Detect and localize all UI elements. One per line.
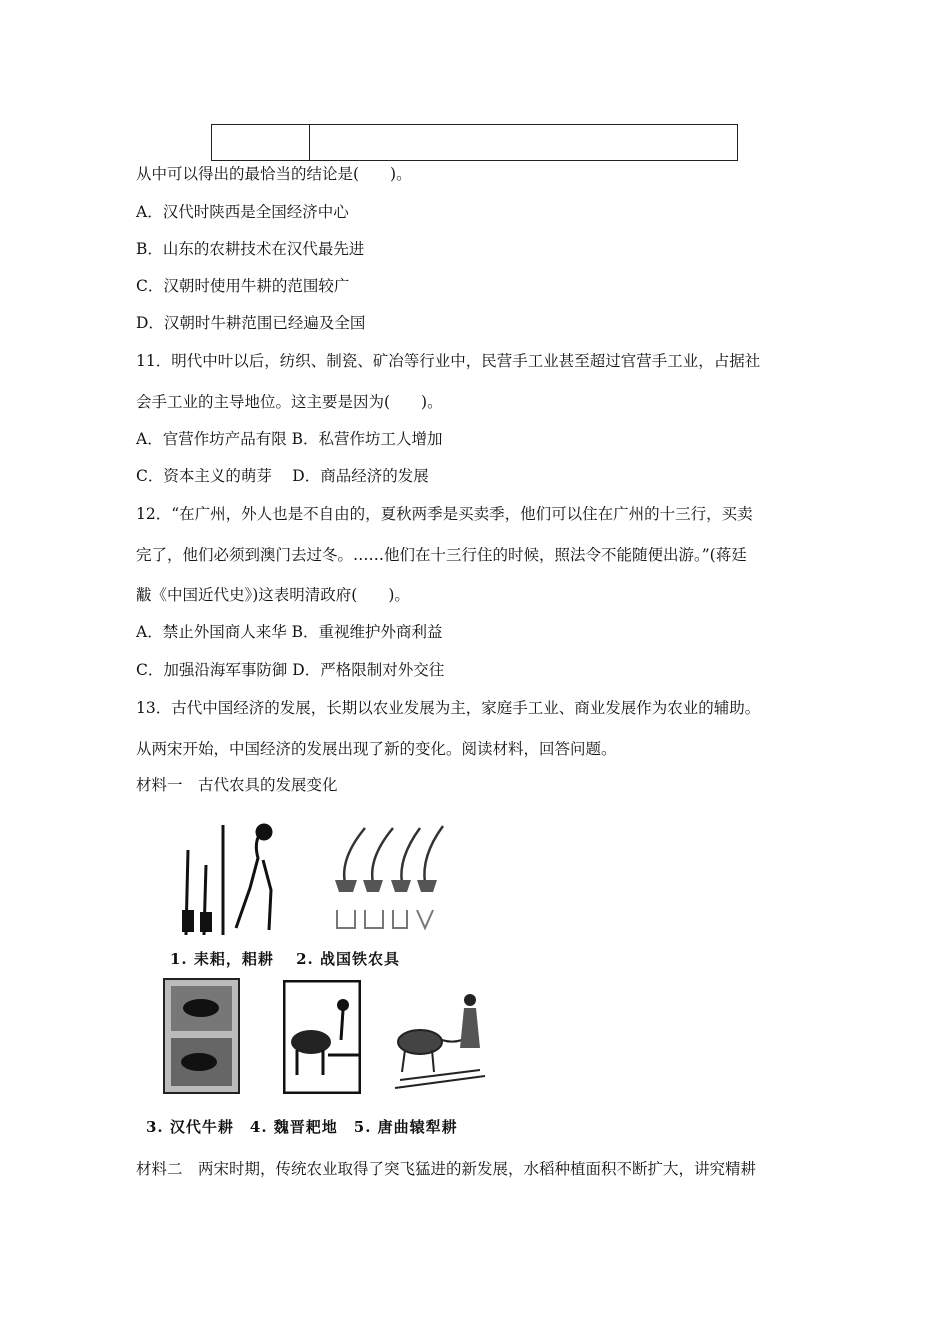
option-b: B．山东的农耕技术在汉代最先进 [136,240,365,258]
material-two-line: 材料二 两宋时期，传统农业取得了突飞猛进的新发展，水稻种植面积不断扩大，讲究精耕 [136,1160,757,1178]
option-d: D．汉朝时牛耕范围已经遍及全国 [136,314,366,332]
figure-caption-row-1: 1. 耒耜，耜耕 2. 战国铁农具 [170,950,400,968]
question-12-line3: 黻《中国近代史》)这表明清政府( )。 [136,586,410,604]
question-11-line2: 会手工业的主导地位。这主要是因为( )。 [136,393,443,411]
weijin-harrowing-figure [283,980,361,1094]
question-12-options-cd: C．加强沿海军事防御 D．严格限制对外交往 [136,661,445,679]
han-ox-plowing-figure [163,978,240,1094]
question-11-options-ab: A．官营作坊产品有限 B．私营作坊工人增加 [136,430,443,448]
question-11-options-cd: C．资本主义的萌芽 D．商品经济的发展 [136,467,429,485]
question-10-prompt: 从中可以得出的最恰当的结论是( )。 [136,165,412,183]
leisi-farming-figure [178,820,298,940]
material-one-title: 材料一 古代农具的发展变化 [136,776,338,794]
figure-caption-row-2: 3. 汉代牛耕 4. 魏晋耙地 5. 唐曲辕犁耕 [146,1118,458,1136]
question-13-line2: 从两宋开始，中国经济的发展出现了新的变化。阅读材料，回答问题。 [136,740,617,758]
question-13-line1: 13．古代中国经济的发展，长期以农业发展为主，家庭手工业、商业发展作为农业的辅助。 [136,699,761,717]
iron-tools-figure [325,818,450,936]
table-divider [309,125,310,160]
question-12-line1: 12．“在广州，外人也是不自由的，夏秋两季是买卖季，他们可以住在广州的十三行，买卖 [136,505,753,523]
table-fragment [211,124,738,161]
question-11-line1: 11．明代中叶以后，纺织、制瓷、矿冶等行业中，民营手工业甚至超过官营手工业，占据社 [136,352,761,370]
option-a: A．汉代时陕西是全国经济中心 [136,203,349,221]
question-12-options-ab: A．禁止外国商人来华 B．重视维护外商利益 [136,623,443,641]
tang-curved-plow-figure [390,980,490,1090]
option-c: C．汉朝时使用牛耕的范围较广 [136,277,350,295]
question-12-line2: 完了，他们必须到澳门去过冬。……他们在十三行住的时候，照法令不能随便出游。”(蒋廷 [136,546,747,564]
